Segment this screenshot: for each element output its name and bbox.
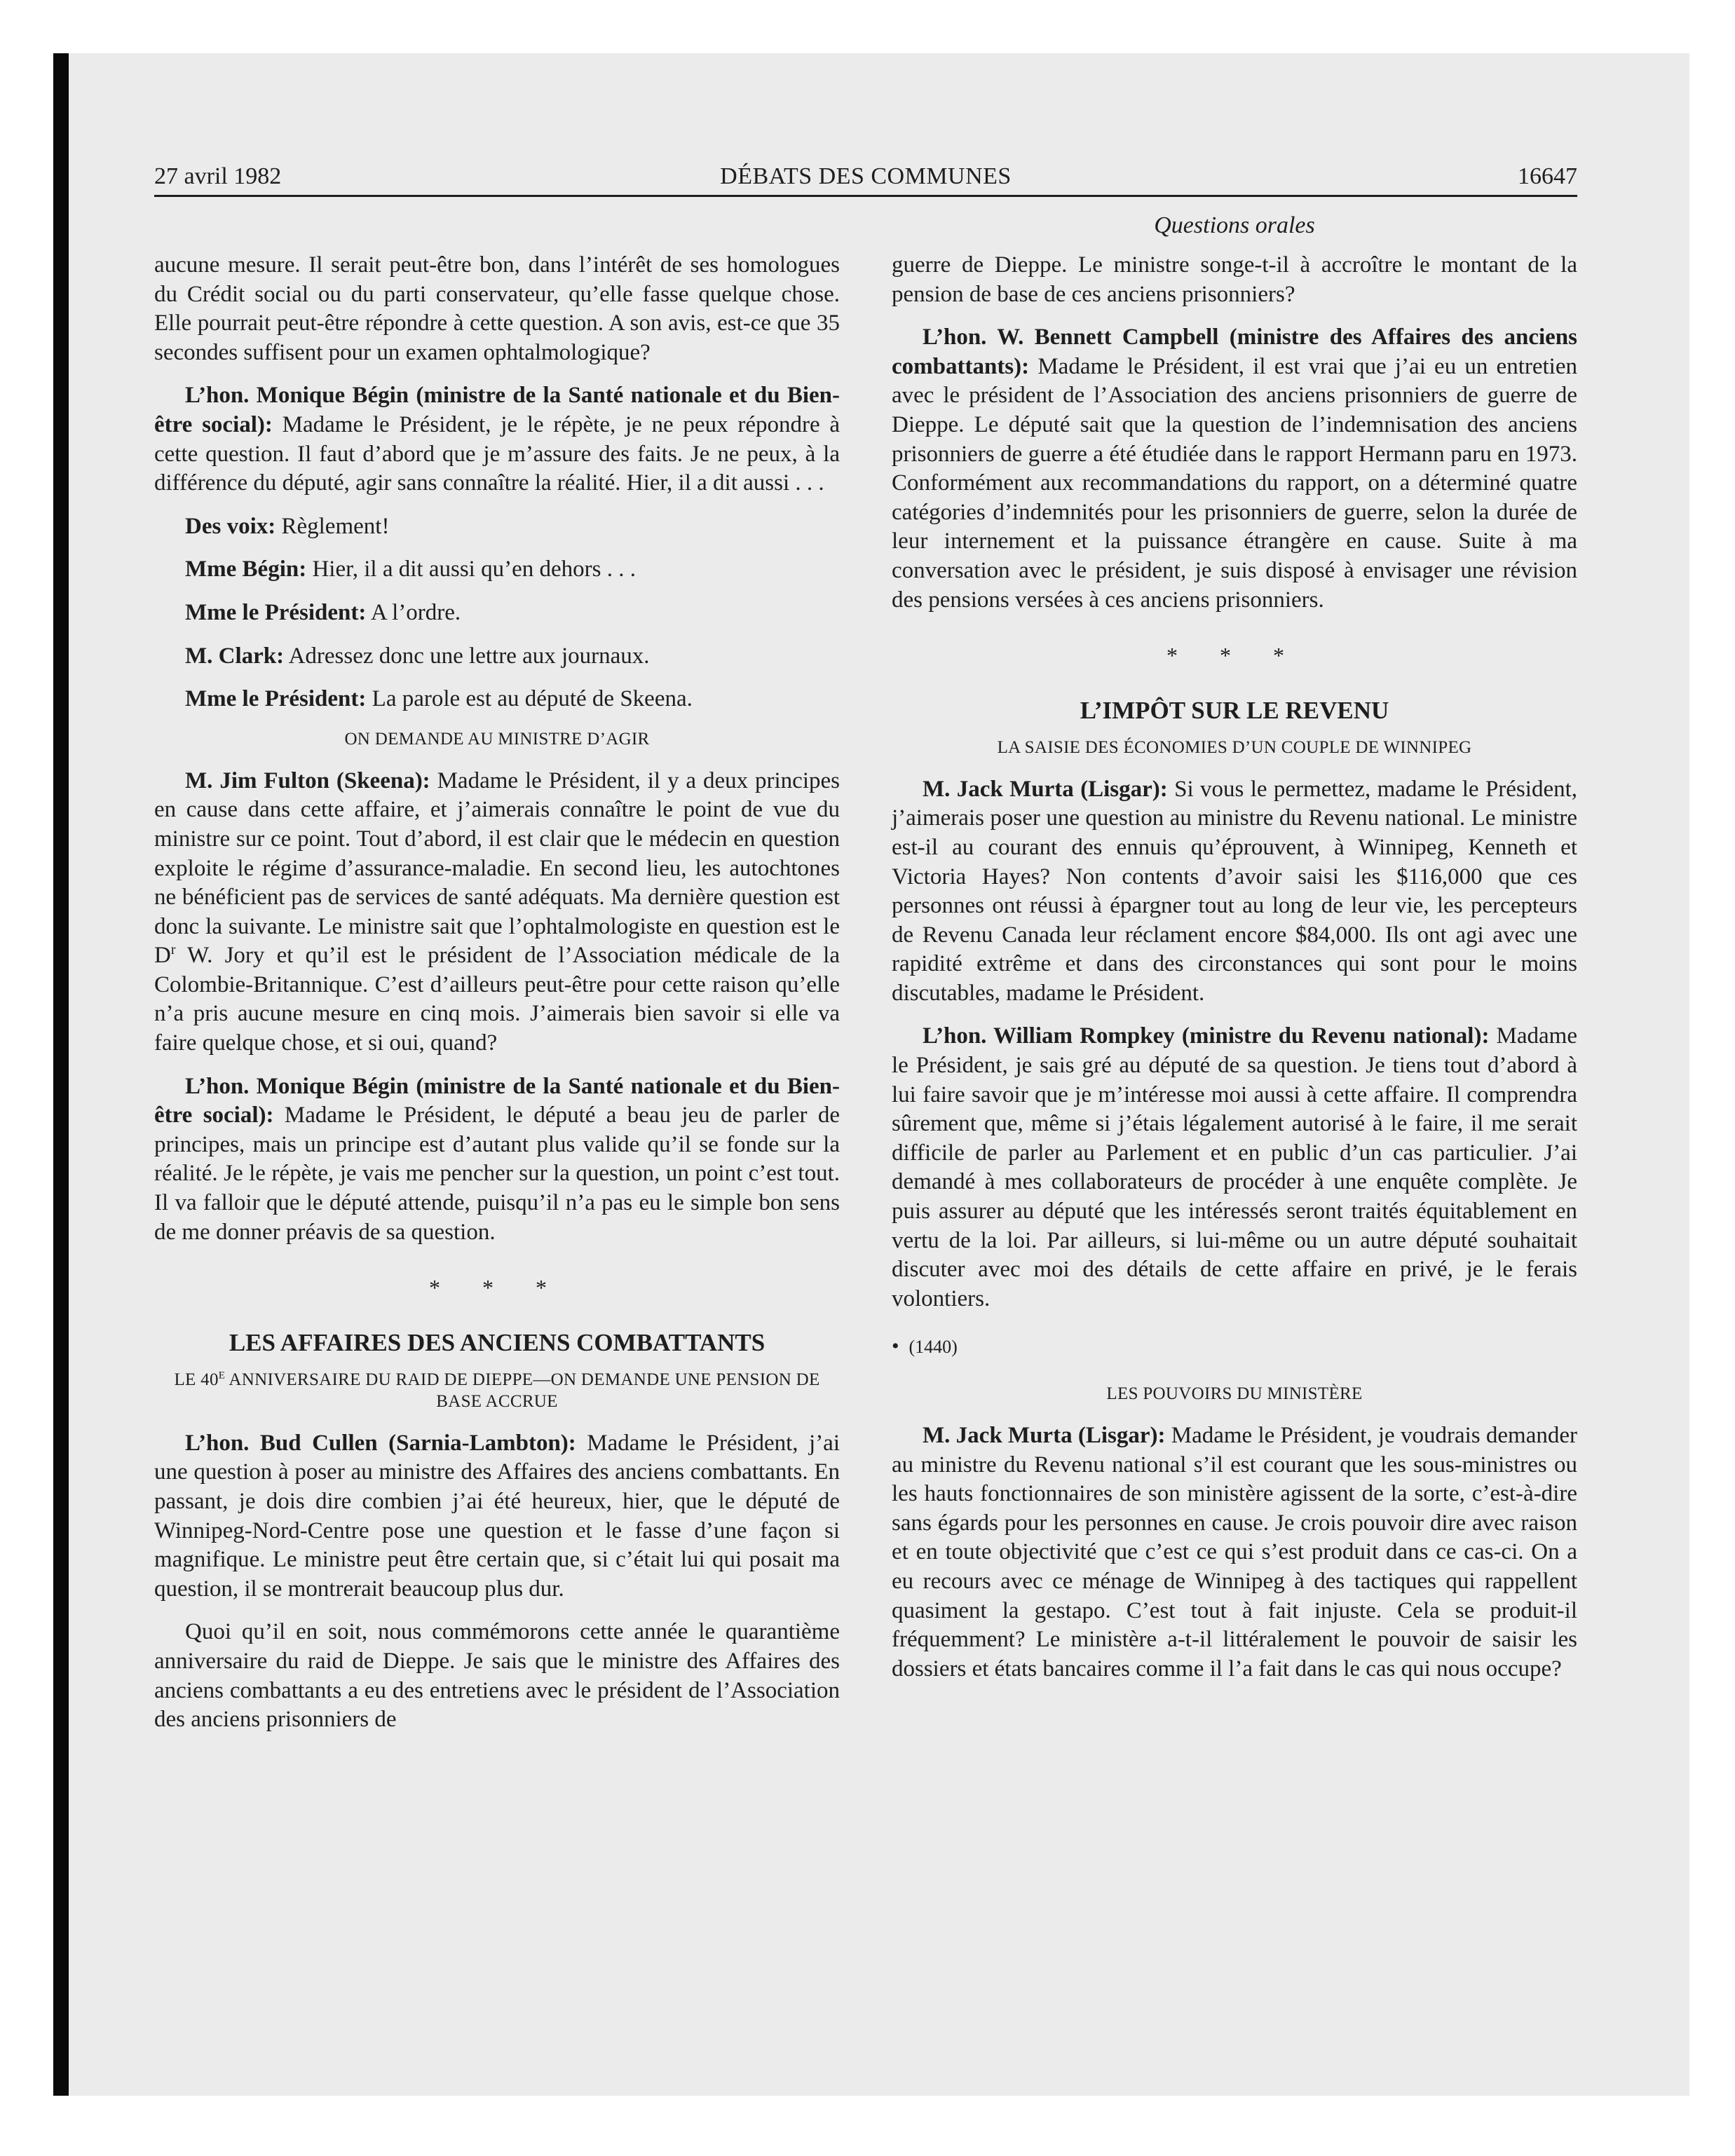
header-date: 27 avril 1982 [154, 163, 282, 189]
running-header [154, 161, 1577, 197]
speaker-name: Mme Bégin: [185, 557, 307, 582]
paragraph: L’hon. W. Bennett Campbell (ministre des Affaires des anciens combattants): Madame le Président, il est vrai que j’ai eu un entretien avec le président de l’Association des anciens prisonniers de guerre de Dieppe. Le député sait que la question de l’indemnisation des anciens prisonniers de guerre a été étudiée dans le rapport Hermann paru en 1973. Conformément aux recommandations du rapport, on a déterminé quatre catégories d’indemnités pour les prisonniers de guerre, selon la durée de leur internement et la puissance étrangère en cause. Suite à ma conversation avec le président, je suis disposé à envisager une révision des pensions versées à ces anciens prisonniers. [892, 325, 1577, 613]
paragraph: M. Jim Fulton (Skeena): Madame le Président, il y a deux principes en cause dans cette affaire, et j’aimerais connaître le point de vue du ministre sur ce point. Tout d’abord, il est clair que le médecin en question exploite le régime d’assurance-maladie. En second lieu, les autochtones ne bénéficient pas de services de santé adéquats. Ma dernière question est donc la suivante. Le ministre sait que l’ophtalmologiste en question est le $D^r$ W. Jory et qu’il est le président de l’Association médicale de la Colombie-Britannique. C’est d’ailleurs peut-être pour cette raison qu’elle n’a pris aucune mesure en cinq mois. J’aimerais bien savoir si elle va faire quelque chose, et si oui, quand? [154, 767, 840, 1056]
section-label: Questions orales [1154, 212, 1315, 238]
document-page [154, 161, 1577, 2068]
subheading: LE $40^E$ ANNIVERSAIRE DU RAID DE DIEPPE—ON DEMANDE UNE PENSION DE BASE ACCRUE [174, 1370, 820, 1411]
speaker-name: L’hon. W. Bennett Campbell (ministre des Affaires des anciens combattants): [892, 325, 1577, 379]
speaker-name: L’hon. Monique Bégin (ministre de la Santé nationale et du Bien-être social): [154, 1073, 840, 1128]
bullet-icon: • [892, 1335, 899, 1358]
speaker-name: L’hon. Bud Cullen (Sarnia-Lambton): [185, 1430, 576, 1456]
speaker-name: M. Jim Fulton (Skeena): [185, 767, 430, 793]
paragraph: L’hon. Monique Bégin (ministre de la Santé nationale et du Bien-être social): Madame le Président, le député a beau jeu de parler de principes, mais un principe est d’autant plus valide qu’il se fonde sur la réalité. Je le répète, je vais me pencher sur la question, un point c’est tout. Il va falloir que le député attende, puisqu’il n’a pas eu le simple bon sens de me donner préavis de sa question. [154, 1073, 840, 1245]
binding-edge [53, 53, 69, 2096]
section-separator: * * * [1166, 643, 1302, 669]
left-column [154, 251, 840, 1749]
paragraph: guerre de Dieppe. Le ministre songe-t-il à accroître le montant de la pension de base de ces anciens prisonniers? [892, 252, 1577, 307]
paragraph: L’hon. William Rompkey (ministre du Revenu national): Madame le Président, je sais gré au député de sa question. Je tiens tout d’abord à lui faire savoir que je m’intéresse moi aussi à cette affaire. Il comprendra sûrement que, même si j’étais légalement autorisé à le faire, il me serait difficile de parler au Parlement et en public d’un cas particulier. J’ai demandé à mes collaborateurs de procéder à une enquête complète. Je puis assurer au député que les intéressés seront traités équitablement en vertu de la loi. Par ailleurs, si lui-même ou un autre député souhaitait discuter avec moi des détails de cette affaire en privé, je le ferais volontiers. [892, 1023, 1577, 1311]
subheading: ON DEMANDE AU MINISTRE D’AGIR [344, 729, 650, 749]
paragraph: Des voix: Règlement! [185, 513, 390, 539]
paragraph: Mme le Président: A l’ordre. [185, 599, 461, 625]
speaker-name: Mme le Président: [185, 686, 367, 712]
paragraph: aucune mesure. Il serait peut-être bon, dans l’intérêt de ses homologues du Crédit social ou du parti conservateur, qu’elle fasse quelque chose. Elle pourrait peut-être répondre à cette question. A son avis, est-ce que 35 secondes suffisent pour un examen ophtalmologique? [154, 252, 840, 365]
section-separator: * * * [429, 1275, 565, 1301]
paragraph: M. Jack Murta (Lisgar): Si vous le permettez, madame le Président, j’aimerais poser une question au ministre du Revenu national. Le ministre est-il au courant des ennuis qu’éprouvent, à Winnipeg, Kenneth et Victoria Hayes? Non contents d’avoir saisi les $116,000 que ces personnes ont réussi à épargner tout au long de leur vie, les percepteurs de Revenu Canada leur réclament encore $84,000. Ils ont agi avec une rapidité extrême et dans des circonstances qui sont pour le moins discutables, madame le Président. [892, 776, 1578, 1006]
paragraph: M. Jack Murta (Lisgar): Madame le Président, je voudrais demander au ministre du Revenu national s’il est courant que les sous-ministres ou les hauts fonctionnaires de son ministère agissent de la sorte, c’est-à-dire sans égards pour les personnes en cause. Je crois pouvoir dire avec raison et en toute objectivité que c’est ce qui s’est produit dans ce cas-ci. On a eu recours avec ce ménage de Winnipeg à des tactiques qui rappellent quasiment la gestapo. C’est tout à fait injuste. Cela se produit-il fréquemment? Le ministère a-t-il littéralement le pouvoir de saisir les dossiers et états bancaires comme il l’a fait dans le cas qui nous occupe? [892, 1423, 1577, 1681]
subheading: LES POUVOIRS DU MINISTÈRE [1106, 1384, 1363, 1403]
header-page-number: 16647 [1518, 163, 1577, 189]
speaker-name: L’hon. Monique Bégin (ministre de la Santé nationale et du Bien-être social): [154, 383, 840, 437]
section-heading: LES AFFAIRES DES ANCIENS COMBATTANTS [229, 1328, 766, 1356]
speaker-name: M. Clark: [185, 643, 285, 669]
speaker-name: M. Jack Murta (Lisgar): [923, 1423, 1166, 1448]
paragraph: M. Clark: Adressez donc une lettre aux journaux. [185, 643, 650, 669]
time-stamp: (1440) [909, 1337, 958, 1358]
header-title: DÉBATS DES COMMUNES [720, 163, 1012, 189]
paragraph: Mme le Président: La parole est au député de Skeena. [185, 686, 693, 712]
time-marker [892, 1332, 1577, 1362]
paragraph: Quoi qu’il en soit, nous commémorons cette année le quarantième anniversaire du raid de Dieppe. Je sais que le ministre des Affaires des anciens combattants a eu des entretiens avec le président de l’Association des anciens prisonniers de [154, 1619, 840, 1733]
right-column [892, 251, 1577, 1698]
paragraph: L’hon. Bud Cullen (Sarnia-Lambton): Madame le Président, j’ai une question à poser au ministre des Affaires des anciens combattants. En passant, je dois dire combien j’ai été heureux, hier, que le député de Winnipeg-Nord-Centre pose une question et le fasse d’une façon si magnifique. Le ministre peut être certain que, si c’était lui qui posait ma question, il se montrerait beaucoup plus dur. [154, 1430, 840, 1602]
speaker-name: Des voix: [185, 513, 276, 539]
paragraph: Mme Bégin: Hier, il a dit aussi qu’en dehors . . . [185, 557, 636, 582]
subheading: LA SAISIE DES ÉCONOMIES D’UN COUPLE DE WINNIPEG [997, 737, 1472, 757]
speaker-name: M. Jack Murta (Lisgar): [923, 776, 1168, 802]
section-heading: L’IMPÔT SUR LE REVENU [1080, 696, 1389, 724]
paragraph: L’hon. Monique Bégin (ministre de la Santé nationale et du Bien-être social): Madame le Président, je le répète, je ne peux répondre à cette question. Il faut d’abord que je m’assure des faits. Je ne peux, à la différence du député, agir sans connaître la réalité. Hier, il a dit aussi . . . [154, 383, 840, 496]
speaker-name: L’hon. William Rompkey (ministre du Revenu national): [923, 1023, 1490, 1049]
speaker-name: Mme le Président: [185, 599, 367, 625]
